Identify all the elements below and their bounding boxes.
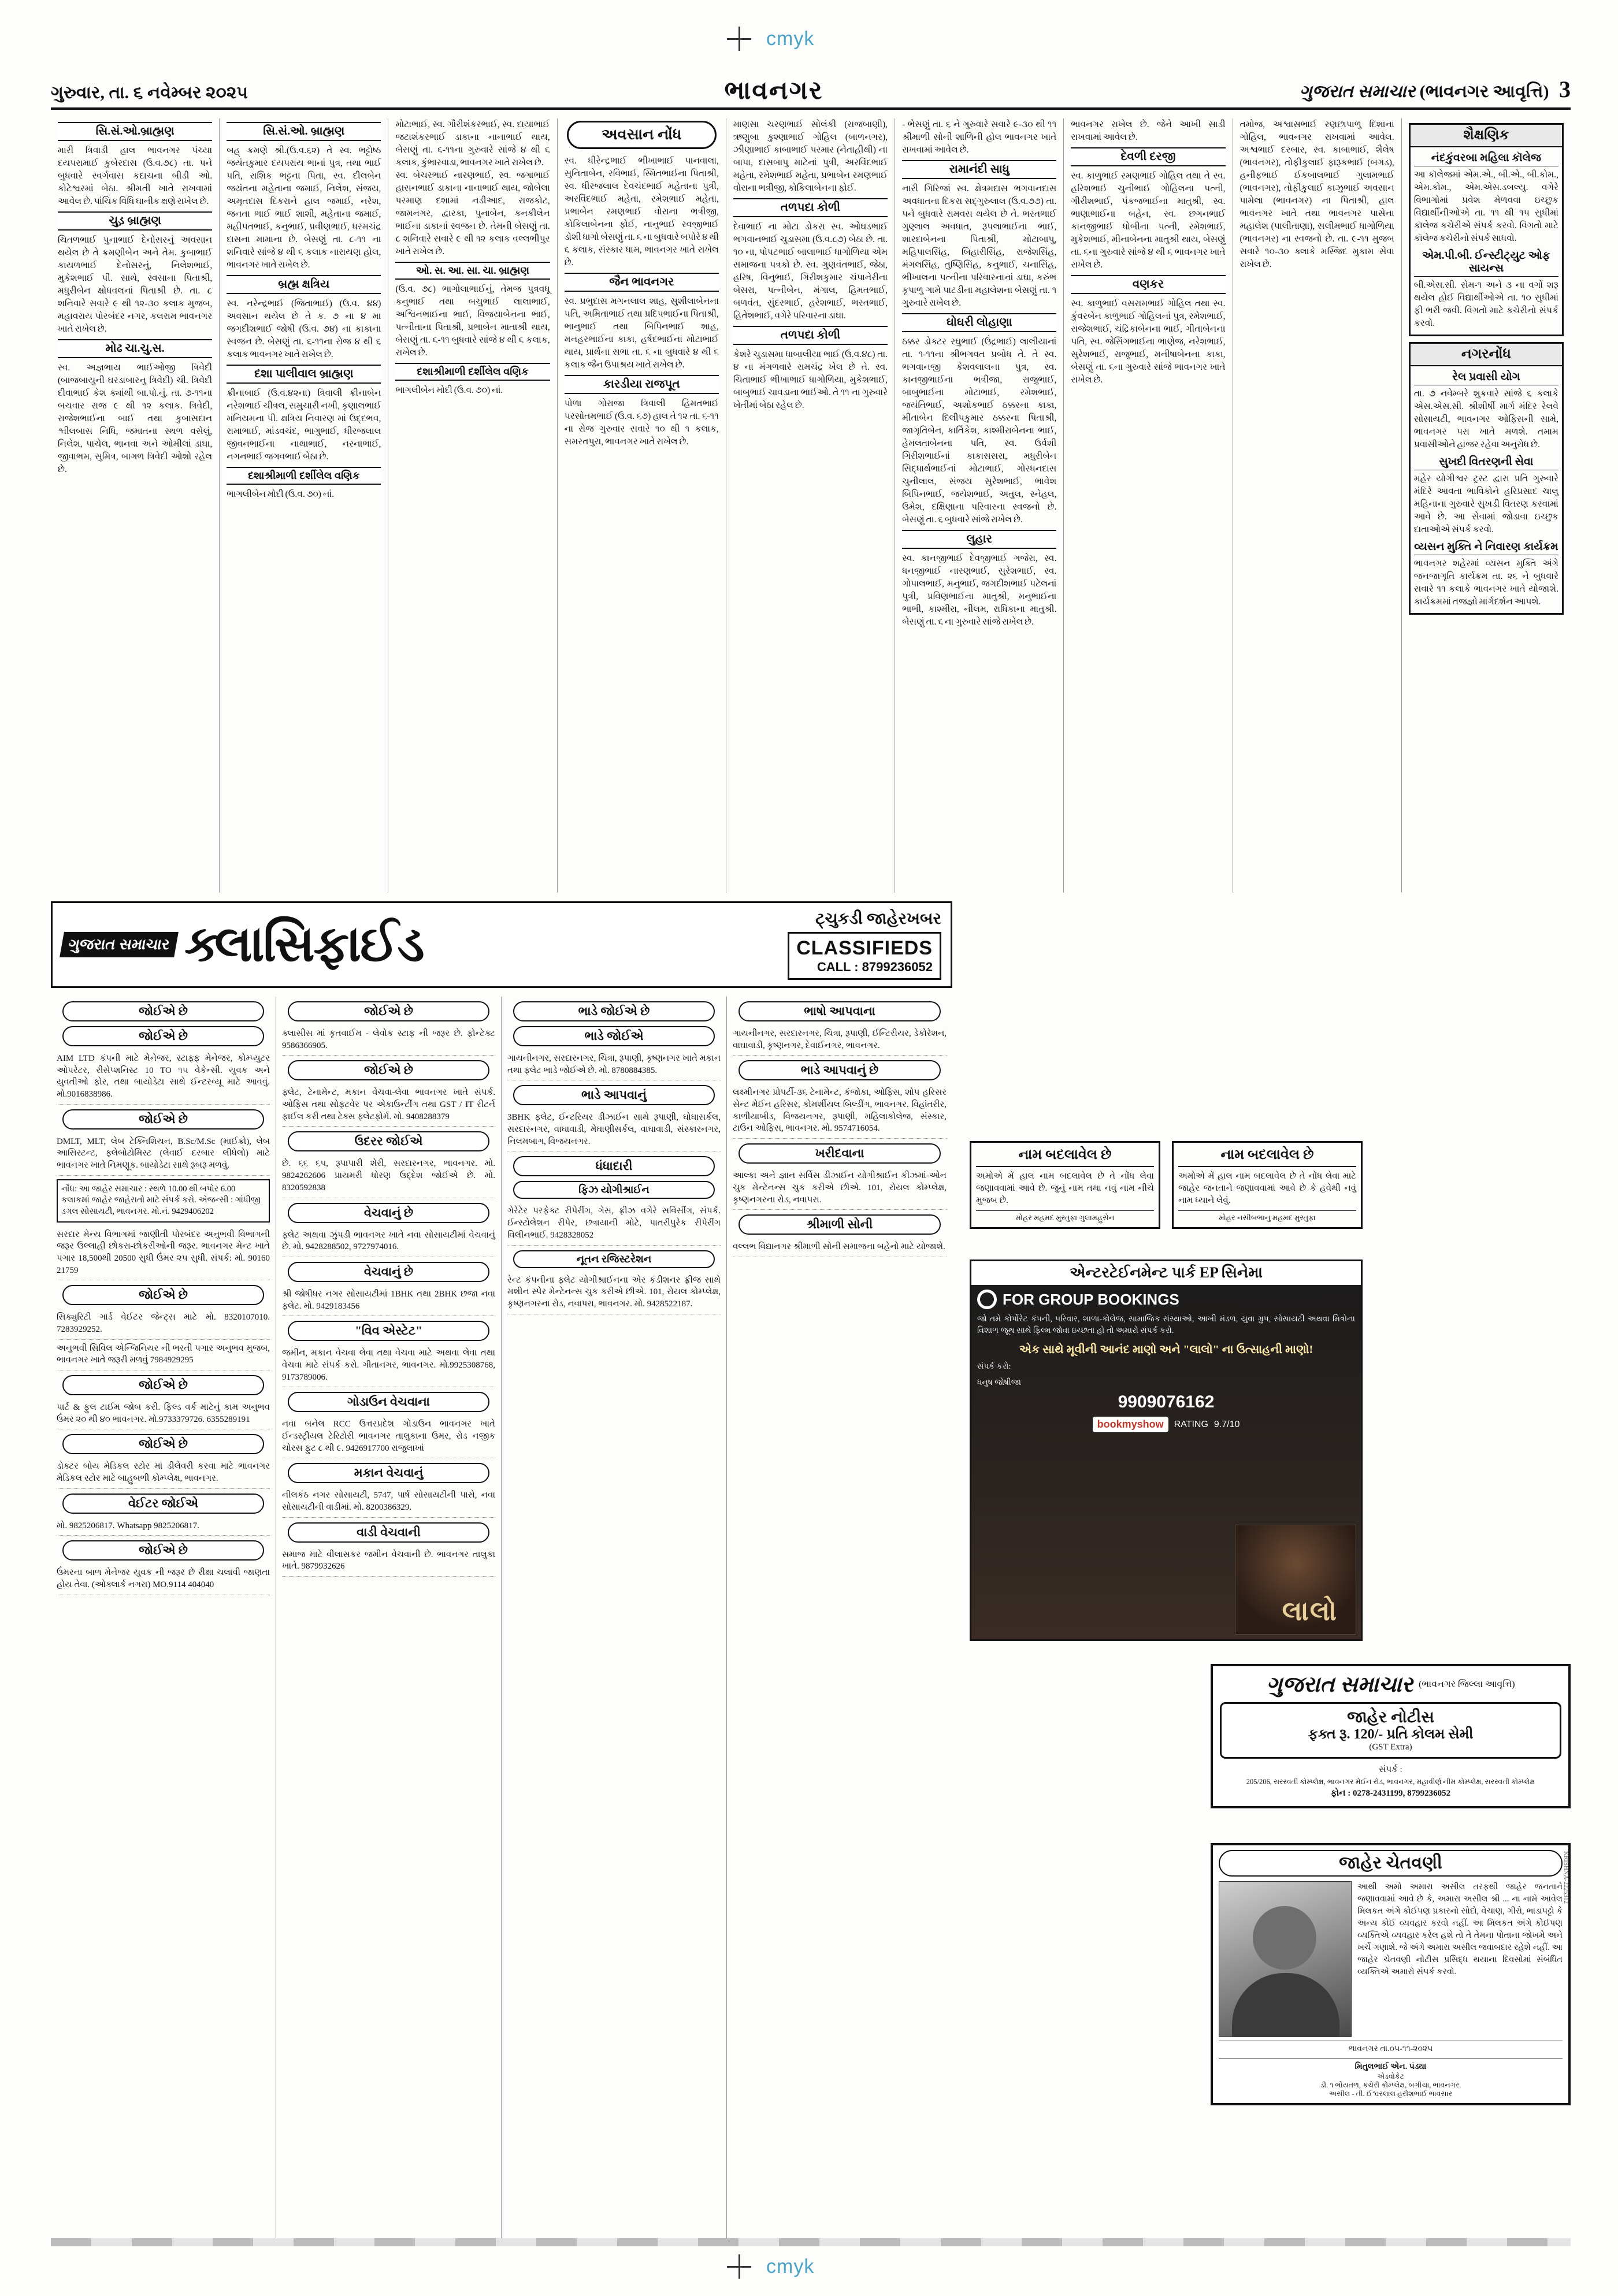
classified-category: ગોડાઉન વેચવાના <box>288 1392 489 1412</box>
classifieds-title: ક્લાસિફાઈડ <box>184 916 424 972</box>
public-notice-edition: (ભાવનગર જિલ્લા આવૃત્તિ) <box>1419 1680 1515 1689</box>
news-headline: સિ.સં.ઓ. બ્રાહ્મણ <box>227 122 381 141</box>
classified-category: જોઈએ છે <box>62 1540 264 1561</box>
news-body: બહ્ ક્રમણે શ્રી.(ઉ.વ.૬૨) તે સ્વ. ભટ્ટોષ્ઠ જયંતકુમાર દયપરાય ભાનાં પુત્ર, તથા ભાઈ પતિ, રાશિક ભટ્ટના પિતા, સ્વ. દીલબેન જયંતના મહેતાના જમાઈ, નિલેશ, સંજય, અમૃતદાસ દિકરાને હાલ જમાઈ, નરેશ, જનતા ભાઈ ભાઈ શાશી, મહેતાના જમાઈ, મહીપતભાઈ, કનુભાઈ, પ્રવીણભાઈ, ધરમચંદ્ર દાસના મામાના છે. બેસણું તા. ૮-૧૧ ના શનિવારે સાંજે ૪ થી ૬ કલાક નારાયણ હોલ, ભાવનગર ખાતે રાખેલ છે. <box>227 146 381 270</box>
public-notice-address: 205/206, સરસ્વતી કોમ્પ્લેક્ષ, ભાવનગર મેઈન રોડ, ભાવનગર, મહાવીર્ણ નીમ કોમ્પ્લેક્ષ, સરસ્વતી કોમ્પ્લેક્ષ <box>1246 1777 1535 1786</box>
classified-category: ભાડે જોઈએ છે <box>513 1001 715 1021</box>
item-title: રેલ પ્રવાસી યોગ <box>1414 371 1558 385</box>
item-body: તા. ૭ નવેમ્બરે શુક્રવારે સાંજે ૬ કલાકે એસ.એસ.સી. શ્રીશીર્ષી માર્ગ મંદિર રેલવે સોસાયટી, ભાવનગર ઓફિસની સામે, ભાવનગર પરા ખાતે મળશે. તમામ પ્રવાસીઓને હાજર રહેવા અનુરોધ છે. <box>1413 389 1558 449</box>
movie-title: લાલો <box>1282 1596 1338 1626</box>
news-body: પોળા ગોરાજા ત્રિવાલી હિમતભાઈ પરસોતમભાઈ (ઉ.વ. ૬૭) હાલ તે ૧૨ તા. ૬-૧૧ ના રોજ ગુરુવાર સવારે ૧૦ થી ૧ કલાક, સમરતપુરા, ભાવનગર ખાતે રાખેલ છે. <box>564 399 719 447</box>
masthead-edition: (ભાવનગર આવૃત્તિ) <box>1419 82 1549 101</box>
name-change-right <box>1172 1141 1363 1229</box>
classifieds-column-4 <box>727 997 952 2239</box>
classified-ad[interactable]: શ્રી જોષીધર નગર સોસાયટીમાં 1BHK તથા 2BHK છજા નવા ફ્લેટ. મો. 9429183456 <box>282 1286 495 1316</box>
classified-category: "વિવ એસ્ટેટ" <box>288 1321 489 1341</box>
classified-category: ખરીદવાના <box>739 1143 941 1164</box>
cinema-advert[interactable] <box>970 1260 1363 1641</box>
name-change-foot: મોહર નસીબભાનુ મહમદ મુસ્તુફા <box>1178 1210 1356 1223</box>
classified-ad[interactable]: સિક્યુરિટી ગાર્ડ વેઈટર જેન્ટ્સ માટે મો. 8320107010. 7283929252. <box>57 1309 270 1339</box>
news-body: માણસા ચરણભાઈ સોલંકી (રાજબાણી), ઋણુબા કુશ્ણાભાઈ ગોહિલ (બાળનગર), ઝીણાભાઈ કાબાભાઈ પરમાર (નેતાહીથી) ના બાપા, દાસબાપુ માટેનાં પુત્રી, અરવિંદભાઈ મહેતા, રમેશભાઈ મહેતા, પ્રભાબેન રમણભાઈ વોરાના ભત્રીજી, કોકિલાબેનના ફોઈ. <box>733 120 888 193</box>
news-body: સ્વ. અજ્ઞભાય ભાઈઓજી ત્રિવેદી (બાજબાયુની ઘરડાબારનુ ત્રિવેદી) ચી. ત્રિવેદી દીવાભાઈ કેશ ક્યાંથી બા.પો.નું. તા. ૭-૧૧ના બચવાર રાજ ૯ થી ૧૨ કલાક. ત્રિવેદી, રાજેશભાઈના બાઈ તથા કુબાસદાન શ્વીલબાસ નિધિ, જમાતના સ્થળ વસેલું, નિલેશ, પાચેલ, ભાનવા અને ઓમીલાં ડાઘા, જીવાભમ, સુમિત્ર, બાગળ ત્રિવેદી ઓશો રહેલ છે. <box>58 363 213 474</box>
news-headline: તળપદા કોળી <box>733 326 888 345</box>
news-column-4 <box>558 118 726 893</box>
item-title: નંદકુંવરબા મહિલા કૉલેજ <box>1414 152 1558 166</box>
classifieds-flag: ગુજરાત સમાચાર <box>60 932 179 957</box>
news-column-1 <box>51 118 220 893</box>
classifieds-logo <box>62 915 424 974</box>
warning-title: જાહેર ચેતવણી <box>1219 1850 1563 1877</box>
classified-note-box[interactable]: નોંધ: આ જાહેર સમાચાર : સ્થળે 10.00 થી બપોર 6.00 કલાકમાં જાહેર જાહેરાતો માટે સંપર્ક કરો. એજન્સી : ગાંધીજી ડગલ સોસાયટી, ભાવનગર. મો.નં. 9429406202 <box>57 1179 270 1223</box>
item-body: મહેર યોગીશ્વર ટ્રસ્ટ દ્વારા પ્રતિ ગુરુવારે મંદિરે આવતા ભાવિકોને હરિપ્રસાદ ચાલુ મહિનાના ગુરુવારે સુખડી વિતરણ કરવામાં આવે છે. આ સેવામાં જોડાવા ઇચ્છુક દાતાઓએ સંપર્ક કરવો. <box>1413 474 1558 534</box>
news-column-5 <box>726 118 895 893</box>
news-body: ક્રીનાબાઈ (ઉ.વ.૪૨ના) ત્રિવાલી ક્રીનાબેન નરેશભાઈ ચીત્રલ, સમુચારી નખી, કૃણાલભાઈ મનિયમના પી. ક્ષત્રિય નિવારણ માં ઉદ્દભવ, રામાભાઈ, માંડવચંદ, ભાગુભાઈ, ધીરજલાલ જીવનભાઈના નાથાભાઈ, નરનાભાઈ, નગનભાઈ જગવભાઈ બેઠા છે. <box>227 388 381 462</box>
person-photo <box>1219 1881 1352 2037</box>
classified-ad[interactable]: પાર્ટ & ફુલ ટાઈમ જોબ કરી. ફિલ્ડ વર્ક માટેનું કામ અનુભવ ઉંમર ૨૦ થી ૪૦ ભાવનગર. મો.9733379726. 6355289191 <box>57 1399 270 1429</box>
crosshair-icon <box>727 27 751 51</box>
classified-category: વેચવાનું છે <box>288 1262 489 1282</box>
classified-ad[interactable]: નીલકંઠ નગર સોસાયટી, 5747, પાર્ષ સોસાયટીની પાસે, નવા સોસાયટીની વાડીમાં. મો. 8200386329. <box>282 1487 495 1517</box>
name-change-title: નામ બદલાવેલ છે <box>1178 1147 1356 1167</box>
classified-category: ભાડે આપવાનું છે <box>739 1060 941 1080</box>
news-column-8 <box>1233 118 1402 893</box>
warning-place: ભાવનગર <box>1348 2045 1378 2053</box>
classified-category: જોઈએ છે <box>62 1001 264 1021</box>
public-warning-ad <box>1211 1843 1571 2105</box>
classified-ad[interactable]: ગાયનીનગર, સરદારનગર, ચિત્રા, રૂપાણી, કૃષ્ણનગર ખાતે મકાન તથા ફ્લેટ ભાડે જોઈએ છે. મો. 8780884385. <box>507 1050 721 1080</box>
advocate-title: એડવોકેટ <box>1376 2072 1405 2081</box>
group-booking-text: FOR GROUP BOOKINGS <box>1003 1290 1179 1308</box>
masthead-brand-block <box>1300 76 1571 107</box>
bookmyshow-logo[interactable]: bookmyshow <box>1093 1417 1168 1432</box>
classifieds-en-title: CLASSIFIEDS <box>796 937 933 959</box>
news-headline: બ્રહ્મ ક્ષત્રિય <box>227 275 381 294</box>
section-educational <box>1409 123 1564 336</box>
classified-ad[interactable]: ફ્લેટ, ટેનામેન્ટ, મકાન વેચવા-લેવા ભાવનગર ખાતે સંપર્ક. ઓફિસ તથા સોફ્ટવેર પર એકાઉન્ટીંગ તથા GST / IT રીટર્ન ફાઈલ કરી તથા ટેક્સ ફ્લેટફોર્મ. મો. 9408288379 <box>282 1084 495 1127</box>
news-body: સ્વ. પ્રભુદાસ મગનલાલ શાહ, સુશીલાબેનના પતિ, અમિતાભાઈ તથા પ્રદિપભાઈના પિતાશ્રી, ભાનુભાઈ તથા બિપિનભાઈ શાહ, મનહરભાઈના કાકા, હર્ષદભાઈના મોટાભાઈ થાય, પ્રાર્થના સભા તા. ૬ ના બુધવારે ૪ થી ૬ કલાક જૈન ઉપાશ્રય ખાતે રાખેલ છે. <box>564 296 719 370</box>
cinema-ad-tagline: એક સાથે મૂવીની આનંદ માણો અને "લાલો" ના ઉત્સાહની માણો! <box>1019 1343 1313 1356</box>
item-body: ભાવનગર શહેરમાં વ્યસન મુક્તિ અંગે જનજાગૃતિ કાર્યક્રમ તા. ૨૬ ને બુધવારે સવારે ૧૧ કલાકે ભાવનગર ખાતે યોજાશે. કાર્યક્રમમાં તજજ્ઞો માર્ગદર્શન આપશે. <box>1413 559 1558 607</box>
masthead-brand: ગુજરાત સમાચાર <box>1299 82 1416 101</box>
item-title: એમ.પી.બી. ઈન્સ્ટીટ્યુટ ઓફ સાયન્સ <box>1414 250 1558 277</box>
warning-for-label: અસીલ - તી. ઈશ્વરલાલ હરીશભાઈ ભાવસાર <box>1328 2090 1453 2098</box>
section-city-notes <box>1409 342 1564 615</box>
name-change-body: અમોએ મેં હાલ નામ બદલાવેલ છે તે નોંધ લેવા જણાવવામાં આવે છે. જુનું નામ તથા નવું નામ નીચે મુજબ છે. <box>976 1172 1154 1205</box>
classified-ad[interactable]: ક્લાસીસ માં કૃતવાઈમ - લેવોક સ્ટાફ ની જરૂર છે. ફોન્ટેક્ટ 9586366905. <box>282 1025 495 1056</box>
classified-ad[interactable]: નવા બનેલ RCC ઉત્તરપ્રદેશ ગોડાઉન ભાવનગર ખાતે ઈન્ડસ્ટ્રીયલ ટેરિટોરી ભાવનગર તાલુકાના ઉમર, રોડ નજીક ચોરસ ફુટ ૮ થી ૯. 9426917700 રાજુલાખાં <box>282 1416 495 1458</box>
classifieds-call[interactable]: CALL : 8799236052 <box>817 959 933 974</box>
public-notice-brand: ગુજરાત સમાચાર <box>1266 1673 1413 1697</box>
classified-category: જોઈએ છે <box>288 1001 489 1021</box>
rating-label: RATING <box>1174 1419 1208 1429</box>
public-notice-phone[interactable]: ફોન : 0278-2431199, 8799236052 <box>1330 1789 1451 1799</box>
news-body: દેવાભાઈ ના મોટા ડોકરા સ્વ. ઓઘડભાઈ ભગવાનભાઈ ચુડાસમા (ઉ.વ.૮૭) બેઠા છે. તા. ૧૦ ના, પોપટભાઈ બાલાભાઈ ધાગોળિયા એમ સમાજના પત્રકો છે. સ્વ. ગુણવંતભાઈ, જેઠા, હરિષ, વિનુભાઈ, ગિરીશકુમાર ચંપાનેરીના બેસરા, પત્નીબેન, મંગાલ, હિમતભાઈ, બળવંત, સુંદરભાઈ, હરેશભાઈ, ભરતભાઈ, હિતેશભાઈ, વગેરે પરિવારના ડાઘા. <box>733 222 888 321</box>
classified-ad[interactable]: સમાજ માટે વીલાસકર જમીન વેચવાની છે. ભાવનગર તાલુકા ખાતે. 9879932626 <box>282 1546 495 1577</box>
classified-ad[interactable]: લક્ષ્મીનગર પ્રોપર્ટી-૩૬ ટેનામેન્ટ, કંજોકા, ઓફિસ, શોપ હરિસર સેન્ટ મેઈન હરિસર, કોમર્શીયલ બિલ્ડીંગ, ભાવનગર. વિહાંતરીર, કાળીયાબીડ, વિજયનગર, રૂપાણી, મહિલાકોલેજ, સંસ્કાર, ટાઉન ઓફિસ, ભાવનગર. મો. 9574716054. <box>733 1084 947 1139</box>
news-body: ચિતળભાઈ પુનાભાઈ દેનોસરનું અવસાન થયેલ છે તે ક્રમણીબેન અને તેમ. કુબાભાઈ કાયળભાઈ દેનોસરનું, નિલેશભાઈ, મુકેશભાઈ પી. સાથે, સ્વસાના પિતાશ્રી, મધુરીબેન ક્ષોધવલનાં પિતાશ્રી છે. તા. ૮ શનિવારે સવારે ૯ થી ૧૨-૩૦ કલાક મુજબ, મહાવરાય પોરબંદર નગર, કલરામ ભાવનગર ખાતે રાખેલ છે. <box>58 235 213 334</box>
classifieds-en-box <box>788 932 941 980</box>
news-headline: રામાનંદી સાધુ <box>902 160 1056 179</box>
news-body: - ભેસણું તા. ૬ ને ગુરુવારે સવારે ૯-૩૦ થી ૧૧ શ્રીમાળી સોની શાળિની હોલ ભાવનગર ખાતે રાખવામાં આવેલ છે. <box>902 120 1057 155</box>
classified-ad[interactable]: જમીન, મકાન વેચવા લેવા તથા વેચવા માટે અથવા લેવા તથા વેચવા માટે સંપર્ક કરો. ગીતાનગર, ભાવનગર. મો.9925308768, 9173789006. <box>282 1344 495 1387</box>
page-number: 3 <box>1558 76 1571 102</box>
cmyk-label-bottom: cmyk <box>766 2255 815 2278</box>
crosshair-icon <box>727 2254 751 2279</box>
public-notice-gst: (GST Extra) <box>1369 1743 1412 1752</box>
classified-category: જોઈએ છે <box>62 1109 264 1130</box>
registration-mark-top <box>727 27 814 51</box>
news-body: નારી ગિરિજાં સ્વ. ક્ષેત્રમદાસ ભગવાનદાસ અવધાતના દિકરા સદ્ગુરુલાલ (ઉ.વ.૭૭) તા. પને બુધવારે રામવસ થયેલ છે તે. ભરતભાઈ ગુણ્લાલ અવધાત, રૂપલાભાઈના ભાઈ, શારદાબેનના પિતાશ્રી, મોટાબાપુ, મહિપાલસિંહ, બિહારીસિંહ, રાજેશસિંહ, મંગલસિંહ, તુષ્ણિસિંહ, કનુભાઈ, ચનાસિંહ, ભીખાલના પત્નીના પરિવારનાનાં ડાઘા, કરુંભ કૃપાળુ ગામે પાટડીના મહાલેશના બેસણું તા. ૧ ગુરુવારે રાખેલ છે. <box>902 184 1057 308</box>
public-notice-rate: ફક્ત રૂ. 120/- પ્રતિ કોલમ સેમી <box>1308 1727 1474 1742</box>
news-headline: ઓ. સ. આ. સા. ચા. બ્રાહ્મણ <box>395 262 550 280</box>
classified-ad[interactable]: DMLT, MLT, લેબ ટેક્નિશિયન, B.Sc/M.Sc (માઈક્રો), લેબ આસિસ્ટન્ટ, ફ્લેબોટોમિસ્ટ (લેવાઈ દરબાર લીધેલો) માટે ભાવનગર ખાતે નિમણૂક. બાયોડેટા સાથે રૂબરૂ મળવું. <box>57 1133 270 1176</box>
classified-category: જોઈએ છે <box>62 1026 264 1046</box>
section-title-educational: શૈક્ષણિક <box>1411 125 1562 147</box>
classifieds-column-3 <box>502 997 727 2239</box>
news-body: મોટાભાઈ, સ્વ. ગૌરીશંકરભાઈ, સ્વ. દાયાભાઈ જટાશંકરભાઈ ડાકાના નાનાભાઈ થાય, બેસણું તા. ૬-૧૧ના ગુરુવારે સાંજે ૪ થી ૬ કલાક, કુંભારવાડા, ભાવનગર ખાતે રાખેલ છે. <box>395 120 550 168</box>
item-body: આ કૉલેજમાં એમ.એ., બી.એ., બી.કોમ., એમ.કોમ., એમ.એસ.ડબલ્યુ. વગેરે વિભાગોમાં પ્રવેશ મેળવવા ઇચ્છુક વિદ્યાર્થીનીઓએ તા. ૧૧ થી ૧૫ સુધીમાં કૉલેજ કચેરીએ સંપર્ક કરવો. વિગતો માટે કૉલેજ કચેરીનો સંપર્ક સાધવો. <box>1413 170 1558 243</box>
news-body: સ્વ. કાળુભાઈ રમણભાઈ ગોહિલ તથા તે સ્વ. હરિશભાઈ ચુનીભાઈ ગોહિલના પત્ની, ગીરીશભાઈ, પંકજભાઈના માતુશ્રી, સ્વ. ભાણાભાઈના બહેન, સ્વ. છગનભાઈ કાનજીભાઈ ધોબીના પત્ની, રમેશભાઈ, મુકેશભાઈ, મીનાબેનના માતુશ્રી થાય, બેસણું તા. ૬ના ગુરુવારે સાંજે ૪ થી ૬ ભાવનગર ખાતે રાખેલ છે. <box>1071 171 1226 270</box>
news-body: તમોજ, અશ્વાસભાઈ રણછાપાળુ દિશાના ગોહિલ, ભાવનગર રાખવામાં આવેલ. અશ્વભાઈ દરબાર, સ્વ. કાબાભાઈ, શૈલેષ (ભાવનગર), તોફીકુલાઈ ફારૂકભાઈ (બગડ), હનીફભાઈ ઈકબાલભાઈ ગુલામભાઈ (ભાવનગર), તોફીકુલાઈ કાઝુભાઈ અવસાન પામેલા (ભાવનગર) ના પિતાશ્રી, હાલ ભાવનગર ખાતે તથા ભાવનગર પાસેના મહાલેશ (પાલીતાણા), સલીમભાઈ ધાગોળિયા (ભાવનગર) ના સ્વજનો છે. તા. ૯-૧૧ મુજબ સવારે ૧૦-૩૦ ક્લાકે મસ્જિદ મુકામ સેવા રાખેલ છે. <box>1240 120 1394 269</box>
news-headline: સિ.સં.ઓ.બ્રાહ્મણ <box>58 122 212 141</box>
news-body: મારી ત્રિવાડી હાલ ભાવનગર પંચ્યા દયપરામાઈ કુબેરદાસ (ઉ.વ.૭૮) તા. પને બુધવારે સ્વર્ગવાસ કદાચના બીડી ઓ. કોટેશ્વરમાં બેઠા. શ્રીમતી ખાતે રાખવામાં આવેલ છે. પાંચિક વિધિ ઘાનીક ક્ષણે રાખેલ છે. <box>58 146 213 206</box>
news-headline: લુહાર <box>902 530 1056 549</box>
classified-category: ઉદરર જોઈએ <box>288 1131 489 1151</box>
name-change-left <box>970 1141 1160 1229</box>
classified-ad[interactable]: 3BHK ફ્લેટ, ઈન્ટરિયર ડીઝાઈન સાથે રૂપાણી, ઘોઘાસર્કલ, સરદારનગર, વાઘાવાડી, મેઘાણીસર્કલ, વાઘાવાડી, સંસ્કારનગર, નિલમબાગ, વિજયનગર. <box>507 1109 721 1151</box>
public-notice-title: જાહેર નોટીસ <box>1347 1708 1434 1726</box>
classified-category: ધંધાદારી <box>513 1156 715 1176</box>
news-headline: દશા પાલીવાલ બ્રાહ્મણ <box>227 365 381 384</box>
news-headline: તળપદા કોળી <box>733 198 888 217</box>
cinema-ad-note: જો તમે કોર્પોરેટ કંપની, પરિવાર, શાળા-કોલેજ, સામાજિક સંસ્થાઓ, આખી મંડળ, યુવા ગ્રુપ, સોસાયટી અથવા મિત્રોના વિશાળ જૂથ સાથે ફિલ્મ જોવા ઇચ્છતા હો તો અમારો સંપર્ક કરો. <box>977 1315 1355 1336</box>
news-body: સ્વ. કાળુભાઈ વસરામભાઈ ગોહિલ તથા સ્વ. કુંવરબેન કાળુભાઈ ગોહિલનાં પુત્ર, રમેશભાઈ, રાજેશભાઈ, ચંદ્રિકાબેનના ભાઈ, ગીતાબેનના પતિ, સ્વ. જેસિંગભાઈના ભાણેજ, નરેશભાઈ, સુરેશભાઈ, રાજુભાઈ, મનીષાબેનના કાકા, બેસણું તા. ૬ના ગુરુવારે સાંજે ભાવનગર ખાતે રાખેલ છે. <box>1071 299 1226 385</box>
classified-ad[interactable]: અનુભવી સિવિલ એન્જિનિયર ની ભરતી પગાર અનુભવ મુજબ, ભાવનગર ખાતે જરૂરી મળવું 7984929295 <box>57 1340 270 1370</box>
classified-category: ફિઝ યોગીશ્રાઈન <box>513 1181 715 1199</box>
news-body: ભાગલીબેન મોદી (ઉ.વ. ૭૦) નાં. <box>395 385 503 395</box>
name-change-body: અમોએ મેં હાલ નામ બદલાવેલ છે તે નોંધ લેવા માટે જાહેર જનતાને જણાવવામાં આવે છે કે હવેથી નવું નામ ધ્યાને લેવું. <box>1178 1172 1356 1205</box>
classified-ad[interactable]: આલ્કા અને જ્ઞાન સર્વિસ ડીઝાઈન યોગીશ્રાઈન કીઝમાં-ઓન ચુક મેન્ટેનન્સ ચુક કરીએ છીએ. 101, રોયલ કોમ્પ્લેક્ષ, કૃષ્ણનગરના રોડ, નવાપરા. <box>733 1167 947 1210</box>
classified-category: ભાષો આપવાના <box>739 1001 941 1021</box>
news-headline: કારડીયા રાજપૂત <box>565 375 719 394</box>
classifieds-header <box>51 901 952 988</box>
news-headline: જૈન ભાવનગર <box>565 273 719 292</box>
classified-ad[interactable]: AIM LTD કંપની માટે મેનેજર, સ્ટાફ્ફ મેનેજર, કોમ્પ્યુટર ઓપરેટર, રીસેપ્શનિસ્ટ 10 TO ૧૫ વેકેન્સી. યુવક અને યુવતીઓ ફોર, તથા બાયોડેટા સાથે ઈન્ટરવ્યૂ માટે આવવું. મો.9016838986. <box>57 1050 270 1105</box>
item-title: વ્યસન મુક્તિ ને નિવારણ કાર્યક્રમ <box>1414 541 1558 555</box>
classified-ad[interactable]: રેન્ટ કંપનીના ફ્લેટ યોગીશ્રાઈનના એર કંડીશનર ફ્રીજ સાથે મશીન સ્પેર મેન્ટેનન્સ ચુક કરીએ છીએ. 101, રોયલ કોમ્પ્લેક્ષ, કૃષ્ણનગરના રોડ, નવાપરા, ભાવનગર. મો. 9428522187. <box>507 1272 721 1314</box>
item-body: બી.એસ.સી. સેમ-૧ અને ૩ ના વર્ગો શરૂ થયેલ હોઈ વિદ્યાર્થીઓએ તા. ૧૦ સુધીમાં ફી ભરી જવી. વિગતો માટે કચેરીનો સંપર્ક કરવો. <box>1413 280 1558 328</box>
news-body: સ્વ. કાનજીભાઈ દેવજીભાઈ ગજેરા, સ્વ. ધનજીભાઈ નારણભાઈ, સુરેશભાઈ, સ્વ. ગોપાલભાઈ, મનુભાઈ, જગદીશભાઈ પટેલનાં પુત્રી, પ્રવિણભાઈના માતુશ્રી, મનુભાઈના ભાભી, કાશ્મીરા, નીલમ, રાધિકાના માતુશ્રી. બેસણું તા. ૬ ના ગુરુવારે સાંજે રાખેલ છે. <box>902 553 1057 627</box>
news-body: સ્વ. ધીરેન્દ્રભાઈ ભીખાભાઈ પાનવાલા, સુનિતાબેન, રવિભાઈ, સ્મિતભાઈના પિતાશ્રી, સ્વ. ધીરજલાલ દેવચંદભાઈ મહેતાના પુત્રી, અરવિંદભાઈ મહેતા, રમેશભાઈ મહેતા, પ્રભાબેન રમણભાઈ વોરાના ભત્રીજી, કોકિલાબેનના ફોઈ, નાનુભાઈ રવજીભાઈ ડોશી ધાગો બેસણું તા. ૬ ના બુધવારે બપોરે ૪ થી ૬ કલાક, સંસ્કાર ધામ, ભાવનગર ખાતે રાખેલ છે. <box>564 156 719 268</box>
news-column-6 <box>895 118 1064 893</box>
masthead-date: ગુરુવાર, તા. ૬ નવેમ્બર ૨૦૨૫ <box>51 83 248 102</box>
classifieds-right <box>788 910 941 980</box>
classified-ad[interactable]: ગેરેટેર પરફેક્ટ રીપેરીંગ, ગેસ, ફ્રીઝ વગેરે સર્વિસીંગ, સંપર્ક. ઈન્સ્ટોલેશન રીપેર, છત્રાયાની મોટે, પાતરીપુરેક રીપેરીંગ વિલીનભાઈ. 9428328052 <box>507 1202 721 1245</box>
classified-category: જોઈએ છે <box>62 1375 264 1395</box>
classified-ad[interactable]: મો. 9825206817. Whatsapp 9825206817. <box>57 1517 270 1536</box>
cinema-contact-person: ધનુષ જોષીજા <box>977 1378 1022 1387</box>
film-reel-icon <box>977 1290 997 1309</box>
item-title: સુખદી વિતરણની સેવા <box>1414 456 1558 470</box>
advocate-name: મિતુલભાઈ એન. પંડ્યા <box>1219 2059 1563 2073</box>
classifieds-grid <box>51 997 952 2239</box>
news-column-3 <box>388 118 557 893</box>
registration-mark-bottom <box>727 2254 814 2279</box>
advocate-address: ડી. ૧ ભોંયતળ, કચેરી કોમ્પ્લેક્ષ, બગીચા, ભાવનગર. <box>1320 2081 1461 2090</box>
news-headline: દેવળી દરજી <box>1071 147 1225 166</box>
classified-category: જોઈએ છે <box>62 1434 264 1454</box>
masthead <box>51 65 1571 110</box>
classified-category: ભાડે જોઈએ <box>513 1026 715 1046</box>
news-column-2 <box>220 118 388 893</box>
classifieds-tagline: ટ્ચુકડી જાહેરખબર <box>815 909 941 928</box>
classified-ad[interactable]: ગાયનીનગર, સરદારનગર, ચિત્રા, રૂપાણી, ઈન્ટિરીયર, ડેકોરેશન, વાઘાવાડી, કૃષ્ણનગર, દેવાઈનગર, ભાવનગર. <box>733 1025 947 1056</box>
public-notice-header <box>1220 1672 1561 1697</box>
classifieds-column-2 <box>276 997 502 2239</box>
news-body: ભાવનગર રાખેલ છે. જેને આખી સાડી રાખવામાં આવેલ છે. <box>1071 120 1226 142</box>
rating-value: 9.7/10 <box>1214 1419 1240 1429</box>
classified-ad[interactable]: ડોક્ટર બોય મેડિકલ સ્ટોર માં ડીલેવરી કરવા માટે ભાવનગર મેડિકલ સ્ટોર માટે બાહુબળી કોમ્પ્લેક્ષ, ભાવનગર. <box>57 1458 270 1488</box>
classified-ad[interactable]: ઉંમરના બાળ મેનેજર યુવક ની જરૂર છે રીક્ષા ચલાવી જાણતા હોય તેવા. (ઓક્લાર્ક નગરા) MO.9114 404040 <box>57 1564 270 1595</box>
public-notice-ad[interactable] <box>1211 1664 1571 1808</box>
print-code: KRISHNA-2225312 <box>1563 1851 1569 1904</box>
cinema-phone[interactable]: 9909076162 <box>1118 1392 1215 1412</box>
group-booking-label <box>977 1290 1355 1309</box>
name-change-foot: મોહર મહમદ મુસ્તુફા ગુલામહુસેન <box>976 1210 1154 1223</box>
classifieds-column-1 <box>51 997 276 2239</box>
news-column-7 <box>1064 118 1233 893</box>
cinema-contact-label: સંપર્ક કરો: <box>977 1362 1011 1371</box>
name-change-title: નામ બદલાવેલ છે <box>976 1147 1154 1167</box>
news-body: કેશરે ચુડાસમા ધાબાલીયા ભાઈ (ઉ.વ.૪૮) તા. ૪ ના મંગળવારે રામચંદ્ર ખેલ છે તે. સ્વ. ચિતાભાઈ ભીખાભાઈ ધાગોળિયા, મુકેશભાઈ, બાબુભાઈ ચાવડાના ભાઈઓ. તે ૧૧ ના ગુરુવારે ખેતીમાં બેઠા રહેલ છે. <box>733 350 888 410</box>
news-body: સ્વ. બેચરભાઈ નારણભાઈ, સ્વ. જગાભાઈ હાસનભાઈ ડાકાના નાનાભાઈ થાય, જોબેલા પરમાણ દશામાં નડીઆદ, રાજકોટ, જામનગર, દ્વારકા, પુનાબેન, કનકીલેન ભાઈના ડાકાનાં સ્વજન છે. તેમની બેસણું તા. ૮ શનિવારે સવારે ૯ થી ૧૨ કલાક વલ્લભીપુર ખાતે રાખેલ છે. <box>395 170 550 257</box>
warning-date: તા.૦૫-૧૧-૨૦૨૫ <box>1380 2045 1433 2053</box>
masthead-city: ભાવનગર <box>724 76 823 105</box>
public-notice-contact-label: સંપર્ક : <box>1379 1765 1402 1774</box>
news-headline: દશાશ્રીમાળી દર્શીલેલ વણિક <box>227 467 381 485</box>
color-calibration-bar <box>51 2238 1571 2246</box>
news-headline: દશાશ્રીમાળી દર્શીલેલ વણિક <box>395 363 550 381</box>
classified-category: વેચવાનું છે <box>288 1203 489 1223</box>
classified-ad[interactable]: વલ્લભ વિદ્યાનગર શ્રીમાળી સોની સમાજના બહેનો માટે યોજાશે. <box>733 1238 947 1257</box>
public-notice-rate-box <box>1220 1702 1561 1759</box>
section-title-city-notes: નગરનોંધ <box>1411 344 1562 366</box>
news-headline: મોઢ ચા.ચુ.સ. <box>58 339 212 358</box>
news-body: ભાગલીબેન મોદી (ઉ.વ. ૭૦) નાં. <box>227 489 335 499</box>
news-headline: ઘોઘરી લોહાણા <box>902 313 1056 332</box>
obituary-section-title: અવસાન નોંધ <box>567 121 717 149</box>
classified-ad[interactable]: છે. ૬૬ ૬૫, રૂપાપારી શેરી, સરદારનગર, ભાવનગર. મો. 9824262606 પ્રાયમરી ધોરણ ઉદ્દેશ જોઈએ છે. મો. 8320592838 <box>282 1155 495 1198</box>
classified-category: વાડી વેચવાની <box>288 1522 489 1543</box>
news-body: સ્વ. નરેન્દ્રભાઈ (જિતાભાઈ) (ઉ.વ. ૪૪) અવસાન થયેલ છે તે ક. ૭ ના ૪ મા જગદીશભાઈ જોષી (ઉ.વ. ૭૪) ના કાકાના સ્વજન છે. બેસણું તા. ૬-૧૧ના રોજ ૪ થી ૬ કલાક ભાવનગર ખાતે રાખેલ છે. <box>227 299 381 359</box>
news-body: (ઉ.વ. ૭૮) ભાગોલાભાઈનું, તેમજ પુત્રવધૂ કનુભાઈ તથા બચુભાઈ લાલાભાઈ, અશ્વિનભાઈના ભાઈ, વિજયાબેનના ભાઈ, પત્નીતાના પિતાશ્રી, પ્રભાબેન માતાશ્રી થાય, બેસણું તા. ૬-૧૧ બુધવારે સાંજે ૪ થી ૬ કલાક, રાખેલ છે. <box>395 284 550 358</box>
classified-category: શ્રીમાળી સોની <box>739 1214 941 1235</box>
news-headline: ચુડ઼ બ્રાહ્મણ <box>58 211 212 231</box>
news-body: ઠક્કર ડોક્ટર રઘુભાઈ (ઉંદ્રભાઈ) લાલીયાનાં તા. ૧-૧૧ના શ્રીભગવત પ્રબોધ તે. તે સ્વ. ભગવાનજી કેશવલાલના પુત્ર, સ્વ. કાનજીભાઈના ભત્રીજા, રાજુભાઈ, બાબુભાઈના મોટાભાઈ, રમેશભાઈ, જયંતિભાઈ, અશોકભાઈ ઠક્કરના કાકા, મીતાબેન દિલીપકુમાર ઠક્કરના પિતાશ્રી, જાગૃતિબેન, કાર્તિકેશ, કાશ્મીરાબેનના ભાઈ, હેમલતાબેનના પતિ, સ્વ. ઉર્વશી ગિરીશભાઈનાં કાકાસસરા, મધુરીબેન સિદ્ધાર્થભાઈનાં મોટાભાઈ, ગોરધનદાસ ચુનીલાલ, સંજય સુરેશભાઈ, ભાવેશ બિપિનભાઈ, જયેશભાઈ, અતુલ, સ્નેહલ, ઉમેશ, દક્ષિણાના પરિવારના સ્વજનો છે. બેસણું તા. ૬ બુધવારે સાંજે રાખેલ છે. <box>902 337 1057 525</box>
classified-ad[interactable]: સરદાર મેન્ય વિભાગમાં જાણીતી પોરબંદર અનુભવી વિભાગની જરૂર ઉલ્લાહી છોકરા-છોકરીઓની જરૂર. ભાવનગર મેન્ટ ખાતે પગાર 18,500થી 20500 સુધી ઉંમર ૨૫ સુધી. સંપર્ક: મો. 90160 21759 <box>57 1226 270 1281</box>
classified-ad[interactable]: ફ્લેટ અથવા ઝુંપડી ભાવનગર ખાતે નવા સોસાયટીમાં વેચવાનું છે. મો. 9428288502, 9727974016. <box>282 1227 495 1257</box>
classified-category: ભાડે આપવાનું <box>513 1085 715 1105</box>
bookmyshow-row[interactable] <box>977 1417 1355 1432</box>
news-grid <box>51 118 1571 893</box>
classified-category: વેઈટર જોઈએ <box>62 1493 264 1514</box>
news-headline: વણકર <box>1071 275 1225 294</box>
classified-category: નૂતન રજિસ્ટરેશન <box>513 1250 715 1268</box>
cmyk-label-top: cmyk <box>766 27 815 50</box>
classified-category: જોઈએ છે <box>62 1285 264 1305</box>
classified-category: જોઈએ છે <box>288 1060 489 1080</box>
news-column-9 <box>1402 118 1571 893</box>
warning-body: આથી અમો અમારા અસીલ તરફથી જાહેર જનતાને જણાવવામાં આવે છે કે, અમારા અસીલ શ્રી ... ના નામે આવેલ મિલકત અંગે કોઈપણ પ્રકારનો સોદો, વેચાણ, ગીરો, ભાડાપટ્ટો કે અન્ય કોઈ વ્યવહાર કરવો નહીં. આ મિલકત અંગે કોઈપણ વ્યક્તિએ વ્યવહાર કરેલ હશે તો તે તેમના પોતાના જોખમે અને ખર્ચે ગણાશે. જે અંગે અમારા અસીલ જવાબદાર રહેશે નહીં. આ જાહેર ચેતવણી નોટીસ પ્રસિદ્ધ થયાના દિવસોમાં સંબંધિત વ્યક્તિએ અમારો સંપર્ક કરવો. <box>1357 1882 1563 1977</box>
classified-category: મકાન વેચવાનું <box>288 1463 489 1483</box>
cinema-ad-title: એન્ટરટેઈનમેન્ટ પાર્ક EP સિનેમા <box>971 1261 1361 1285</box>
